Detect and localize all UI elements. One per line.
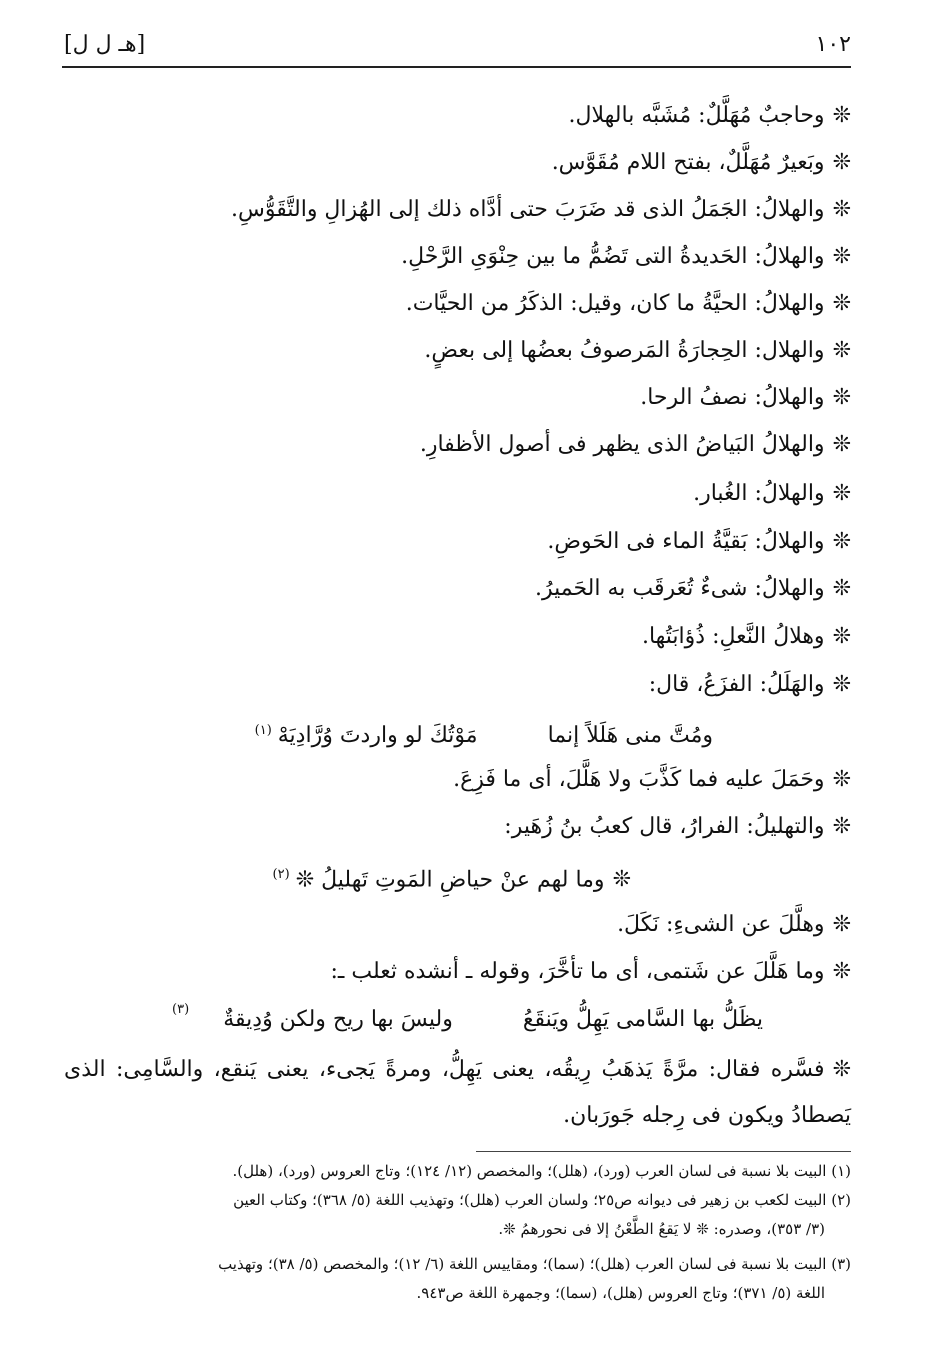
entry: ❊والهلالُ: الحَديدةُ التى تَضُمُّ ما بين حِنْوَىِ الرَّحْلِ. [401, 244, 851, 269]
paragraph-line: ❊فسَّره فقال: مرَّةً يَذهَبُ رِيقُه، يعنى يَهِلُّ، ومرةً يَجىء، يعنى يَنقع، والسَّامِى: الذى [64, 1057, 851, 1082]
footnote-ref: (٣) [172, 1002, 190, 1017]
footnote: (١) البيت بلا نسبة فى لسان العرب (ورد)، (هلل)؛ والمخصص (١٢/ ١٢٤)؛ وتاج العروس (ورد)، (هلل). [232, 1162, 851, 1180]
verse-first-hemistich: يظَلُّ بها السَّامى يَهِلُّ ويَنقَعُ [522, 1007, 763, 1032]
entry: ❊والهلالُ: بَقيَّةُ الماء فى الحَوضِ. [547, 529, 851, 554]
entry: ❊والهَلَلُ: الفزَعُ، قال: [648, 672, 851, 697]
footnote-ref: (١) [254, 723, 272, 738]
verse-second-hemistich: وليسَ بها ريح ولكن وُدِيقةٌ [223, 1007, 453, 1032]
poetry-verse [223, 1000, 763, 1040]
footnote: (٢) البيت لكعب بن زهير فى ديوانه ص٢٥؛ ولسان العرب (هلل)؛ وتهذيب اللغة (٥/ ٣٦٨)؛ وكتاب العين [233, 1191, 851, 1209]
footnote: اللغة (٥/ ٣٧١)؛ وتاج العروس (هلل)، (سما)؛ وجمهرة اللغة ص٩٤٣. [416, 1284, 825, 1302]
entry: ❊وبَعيرٌ مُهَلَّلٌ، بفتح اللام مُقَوَّس. [551, 150, 851, 175]
poetry-verse [255, 711, 713, 751]
entry: ❊والهلالُ: الجَمَلُ الذى قد ضَرَبَ حتى أدَّاه ذلك إلى الهُزالِ والتَّقَوُّسِ. [231, 197, 851, 222]
entry: ❊والهلالُ البَياضُ الذى يظهر فى أصول الأظفارِ. [419, 432, 851, 457]
root-heading: [هـ ل ل] [64, 32, 146, 57]
entry: ❊وحاجبٌ مُهَلَّلٌ: مُشَبَّه بالهلال. [568, 103, 851, 128]
entry: ❊والهلالُ: شىءٌ تُعَرقَب به الحَميرُ. [534, 576, 851, 601]
entry: ❊وهلالُ النَّعلِ: ذُؤابَتُها. [641, 624, 851, 649]
paragraph-line: يَصطادُ ويكون فى رِجله جَورَبان. [563, 1103, 851, 1128]
entry: ❊والهلالُ: نصفُ الرحا. [640, 385, 851, 410]
entry: ❊والهلال: الحِجارَةُ المَرصوفُ بعضُها إلى بعضٍ. [424, 338, 851, 363]
entry: ❊وحَمَلَ عليه فما كَذَّبَ ولا هَلَّلَ، أى ما فَزِعَ. [453, 767, 851, 792]
page-number: ١٠٢ [815, 32, 851, 57]
entry: ❊والهلالُ: الغُبار. [693, 481, 851, 506]
entry: ❊والهلالُ: الحيَّةُ ما كان، وقيل: الذكَرُ من الحيَّات. [405, 291, 851, 316]
entry: ❊وما هَلَّلَ عن شَتمى، أى ما تأخَّرَ، وقوله ـ أنشده ثعلب ـ: [330, 959, 851, 984]
verse-second-hemistich: مَوْتُكَ لو واردتَ وُرَّادِيَهْ [277, 723, 478, 749]
footnote-rule [476, 1151, 851, 1152]
footnote: (٣/ ٣٥٣)، وصدره: ❊ لا يَقعُ الطَّعْنُ إلا فى نحورهمُ ❊. [498, 1220, 825, 1238]
half-verse: ❊وما لهم عنْ حياضِ المَوتِ تَهليلُ ❊$^{(٢)}$ [272, 867, 631, 893]
header-rule [62, 66, 851, 68]
entry: ❊والتهليلُ: الفرارُ، قال كعبُ بنُ زُهَير: [504, 814, 851, 839]
entry: ❊وهلَّلَ عن الشىءِ: نَكَلَ. [617, 912, 851, 937]
footnote-ref: (٢) [272, 867, 290, 882]
footnote: (٣) البيت بلا نسبة فى لسان العرب (هلل)؛ (سما)؛ ومقاييس اللغة (٦/ ١٢)؛ والمخصص (٥/ ٣٨)؛ وتهذيب [218, 1255, 851, 1273]
verse-first-hemistich: ومُتَّ منى هَلَلاً إنما [547, 723, 713, 749]
